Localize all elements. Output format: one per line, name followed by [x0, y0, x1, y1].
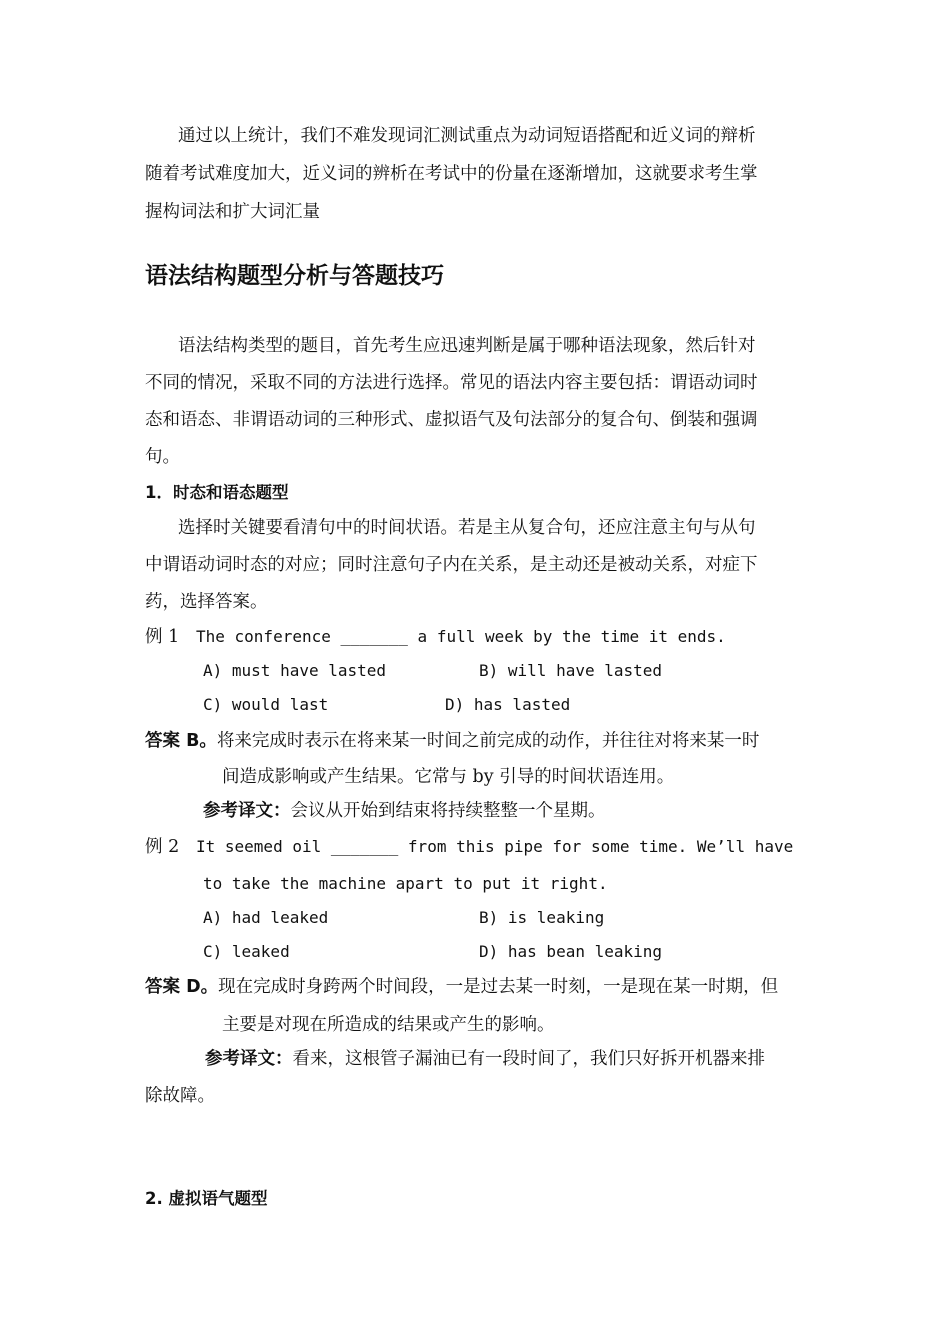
example2-answer-text: 现在完成时身跨两个时间段，一是过去某一时刻，一是现在某一时期，但: [218, 977, 779, 997]
overview-line-3: 态和语态、非谓语动词的三种形式、虚拟语气及句法部分的复合句、倒装和强调: [145, 410, 758, 430]
example2-label: 例 2: [145, 837, 180, 857]
intro-line-1: 通过以上统计，我们不难发现词汇测试重点为动词短语搭配和近义词的辩析: [178, 126, 756, 146]
overview-line-1: 语法结构类型的题目，首先考生应迅速判断是属于哪种语法现象，然后针对: [178, 336, 756, 356]
example1-option-a: A) must have lasted: [203, 661, 387, 680]
part2-heading: 2. 虚拟语气题型: [145, 1189, 268, 1208]
example1-option-c: C) would last: [203, 695, 329, 714]
part1-line-3: 药，选择答案。: [145, 592, 268, 612]
example1-answer-text: 将来完成时表示在将来某一时间之前完成的动作，并往往对将来某一时: [216, 731, 760, 751]
example2-option-c: C) leaked: [203, 942, 290, 961]
example1-translation-label: 参考译文：: [203, 801, 291, 821]
example2-option-d: D) has bean leaking: [479, 942, 663, 961]
example1-answer-label: 答案 B。: [145, 731, 217, 751]
intro-line-2: 随着考试难度加大，近义词的辨析在考试中的份量在逐渐增加，这就要求考生掌: [145, 164, 758, 184]
example2-translation: [205, 1047, 765, 1071]
example1-label: 例 1: [145, 627, 180, 647]
example1-option-b: B) will have lasted: [479, 661, 663, 680]
example1-question: The conference _______ a full week by the time it ends.: [196, 627, 726, 646]
example2-option-a: A) had leaked: [203, 908, 329, 927]
example1-translation: [203, 799, 606, 823]
example2-translation-line-2: 除故障。: [145, 1086, 215, 1106]
part1-heading: 1．时态和语态题型: [145, 483, 289, 502]
example1-answer-line-2: 间造成影响或产生结果。它常与 by 引导的时间状语连用。: [222, 767, 675, 787]
section-title: 语法结构题型分析与答题技巧: [145, 263, 444, 289]
example2-question-line-2: to take the machine apart to put it right.: [203, 874, 608, 893]
example2-question-line-1: It seemed oil _______ from this pipe for some time. We’ll have: [196, 837, 794, 856]
example2-translation-label: 参考译文：: [205, 1049, 293, 1069]
overview-line-2: 不同的情况，采取不同的方法进行选择。常见的语法内容主要包括：谓语动词时: [145, 373, 758, 393]
part1-line-1: 选择时关键要看清句中的时间状语。若是主从复合句，还应注意主句与从句: [178, 518, 756, 538]
example2-translation-text: 看来，这根管子漏油已有一段时间了，我们只好拆开机器来排: [292, 1049, 765, 1069]
example2-answer-label: 答案 D。: [145, 977, 219, 997]
example2-option-b: B) is leaking: [479, 908, 605, 927]
example2-answer-line-2: 主要是对现在所造成的结果或产生的影响。: [222, 1015, 555, 1035]
overview-line-4: 句。: [145, 447, 180, 467]
example1-option-d: D) has lasted: [445, 695, 571, 714]
intro-line-3: 握构词法和扩大词汇量: [145, 202, 320, 222]
example1-answer: [145, 729, 759, 753]
example1-translation-text: 会议从开始到结束将持续整整一个星期。: [290, 801, 606, 821]
example2-answer: [145, 975, 778, 999]
part1-line-2: 中谓语动词时态的对应；同时注意句子内在关系，是主动还是被动关系，对症下: [145, 555, 758, 575]
